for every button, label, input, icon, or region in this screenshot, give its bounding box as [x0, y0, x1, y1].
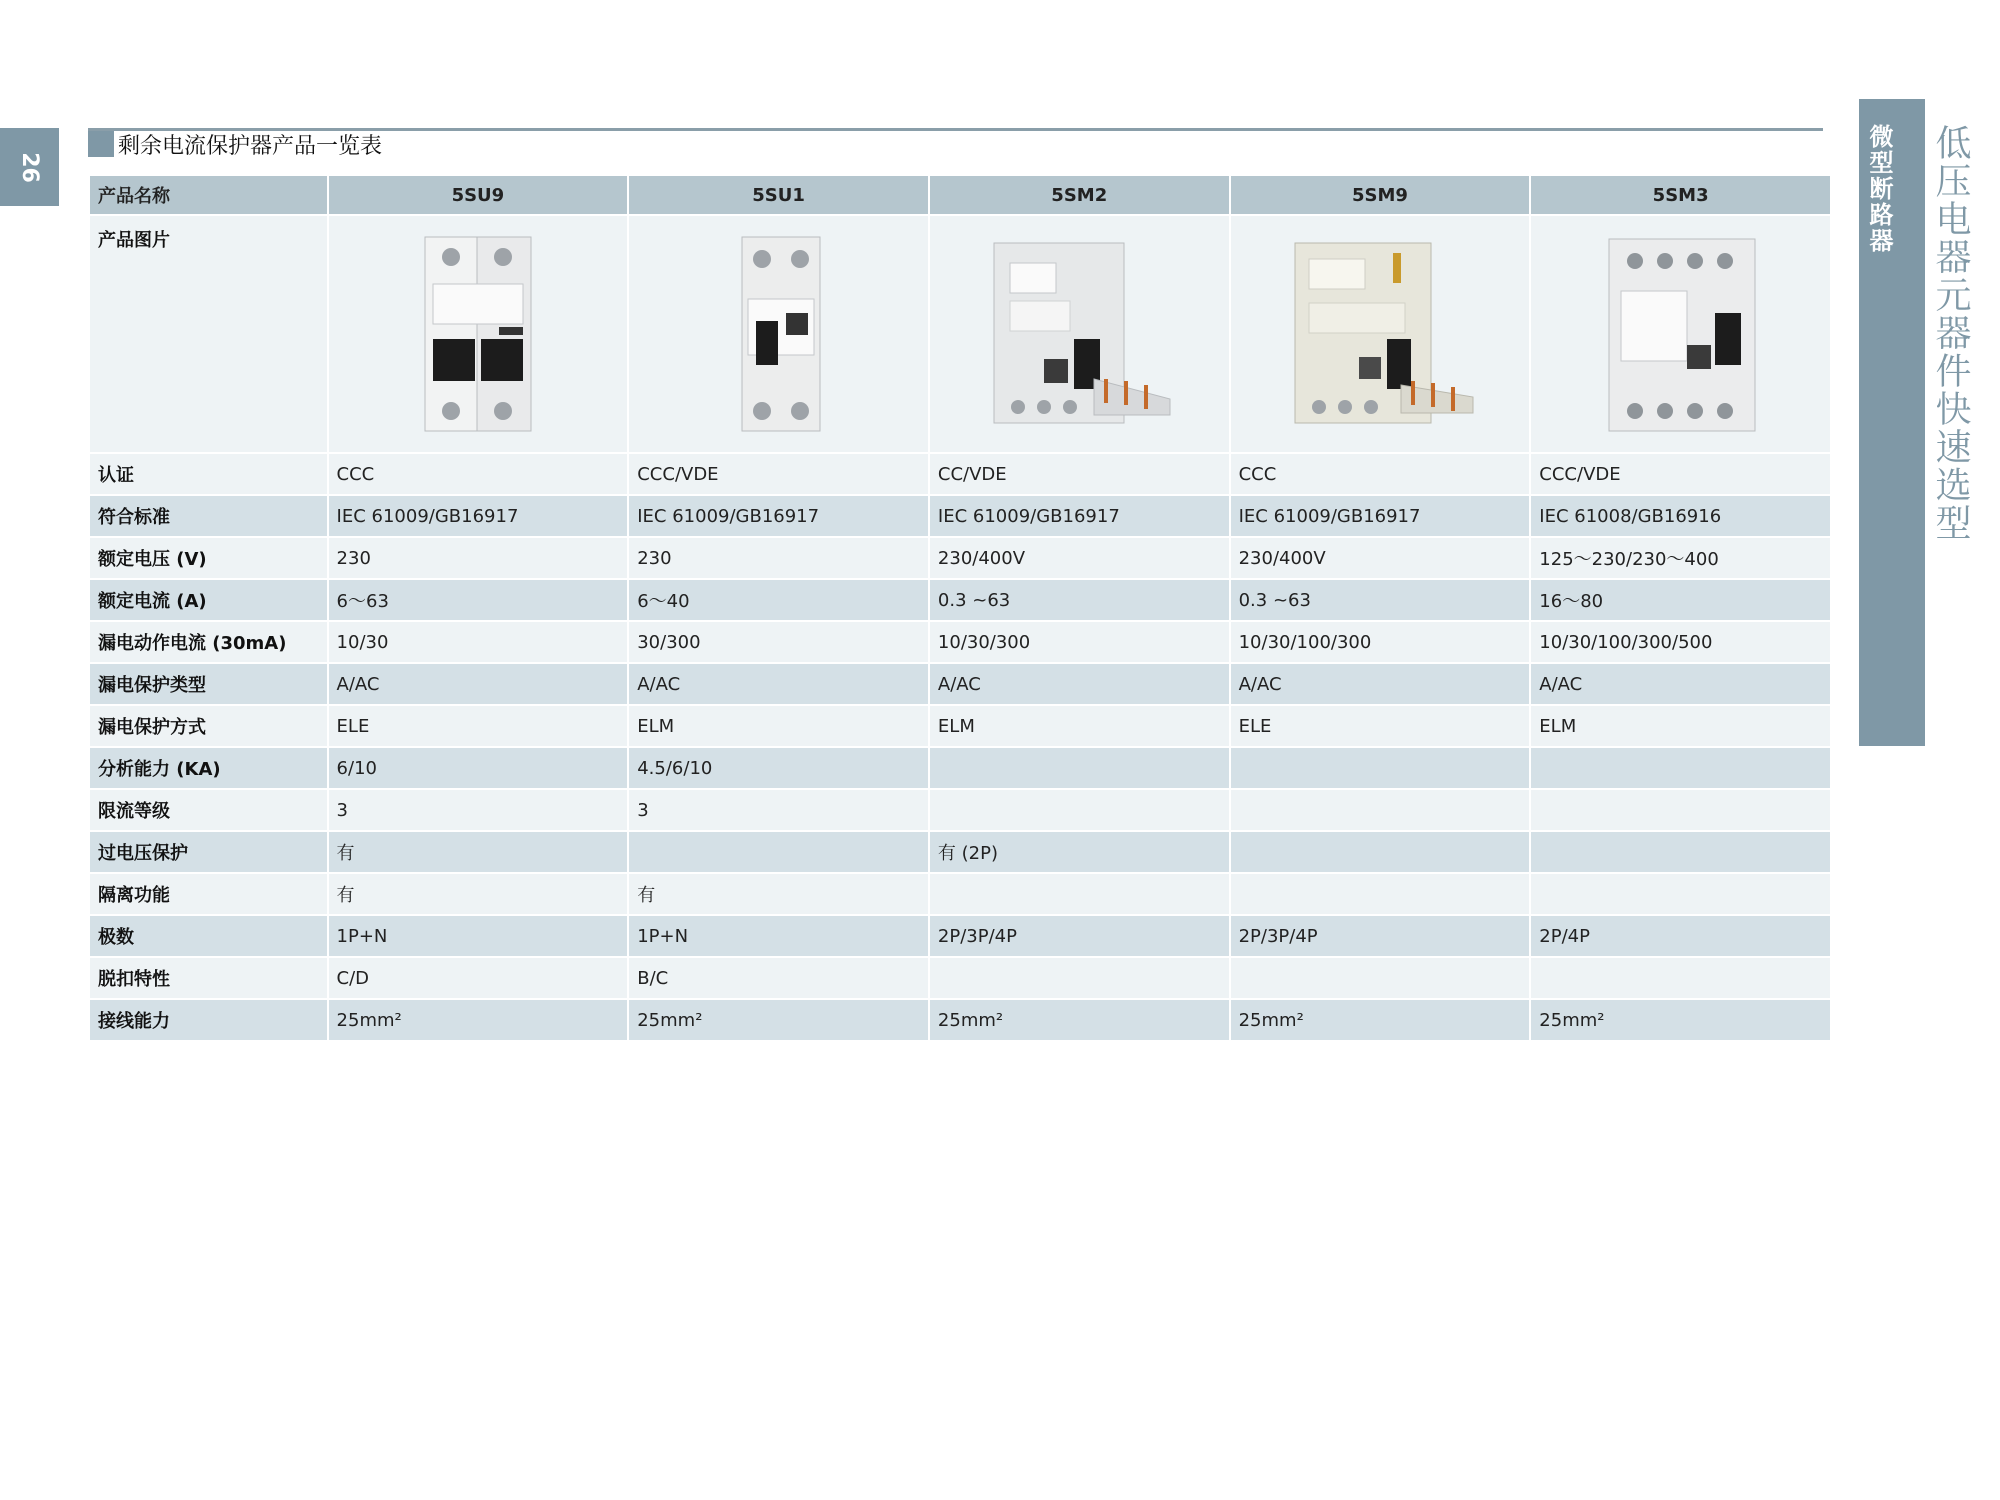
cell-5su9: CCC	[329, 454, 628, 496]
cell-5sm3: 2P/4P	[1531, 916, 1830, 958]
cell-5sm9: ELE	[1231, 706, 1530, 748]
image-cell-5su9	[329, 216, 628, 454]
cell-5sm2	[930, 790, 1229, 832]
cell-5sm2: ELM	[930, 706, 1229, 748]
table-row	[90, 832, 1830, 874]
row-label: 接线能力	[90, 1000, 327, 1042]
cell-5sm2: 25mm²	[930, 1000, 1229, 1042]
cell-5sm3: A/AC	[1531, 664, 1830, 706]
cell-5sm9: IEC 61009/GB16917	[1231, 496, 1530, 538]
cell-5sm3: 16～80	[1531, 580, 1830, 622]
model-5sm2: 5SM2	[930, 176, 1229, 216]
cell-5sm9: 25mm²	[1231, 1000, 1530, 1042]
page-title: 剩余电流保护器产品一览表	[118, 133, 383, 159]
cell-5sm3: CCC/VDE	[1531, 454, 1830, 496]
cell-5su1: 4.5/6/10	[629, 748, 928, 790]
model-5sm3: 5SM3	[1531, 176, 1830, 216]
cell-5sm3: 25mm²	[1531, 1000, 1830, 1042]
model-5su1: 5SU1	[629, 176, 928, 216]
header-label: 产品名称	[90, 176, 327, 216]
row-label: 漏电动作电流 (30mA)	[90, 622, 327, 664]
cell-5sm9: 230/400V	[1231, 538, 1530, 580]
cell-5sm2: 0.3 ~63	[930, 580, 1229, 622]
image-row-label: 产品图片	[90, 216, 327, 454]
cell-5sm3: ELM	[1531, 706, 1830, 748]
cell-5su9: A/AC	[329, 664, 628, 706]
cell-5sm2	[930, 874, 1229, 916]
section-heading	[88, 130, 382, 158]
product-5sm2-image	[974, 229, 1184, 439]
cell-5su1: 6～40	[629, 580, 928, 622]
product-comparison-table	[88, 176, 1832, 1042]
image-cell-5su1	[629, 216, 928, 454]
table-row	[90, 748, 1830, 790]
row-label: 漏电保护类型	[90, 664, 327, 706]
table-row	[90, 874, 1830, 916]
heading-marker	[88, 131, 114, 157]
cell-5su9: IEC 61009/GB16917	[329, 496, 628, 538]
product-5su1-image	[704, 229, 854, 439]
cell-5sm2: A/AC	[930, 664, 1229, 706]
cell-5sm3	[1531, 748, 1830, 790]
product-5sm3-image	[1591, 229, 1771, 439]
side-section-label: 微型断路器	[1865, 124, 1893, 254]
table-row	[90, 958, 1830, 1000]
cell-5sm9: 2P/3P/4P	[1231, 916, 1530, 958]
cell-5su1: A/AC	[629, 664, 928, 706]
cell-5sm2: IEC 61009/GB16917	[930, 496, 1229, 538]
image-cell-5sm2	[930, 216, 1229, 454]
cell-5sm3	[1531, 790, 1830, 832]
cell-5su9: 6～63	[329, 580, 628, 622]
cell-5su1: 1P+N	[629, 916, 928, 958]
table-row	[90, 538, 1830, 580]
cell-5sm3: 125～230/230～400	[1531, 538, 1830, 580]
cell-5sm3	[1531, 832, 1830, 874]
table-row	[90, 454, 1830, 496]
cell-5su9: 6/10	[329, 748, 628, 790]
table-row	[90, 664, 1830, 706]
cell-5sm9	[1231, 874, 1530, 916]
table-row	[90, 706, 1830, 748]
image-row	[90, 216, 1830, 454]
table-row	[90, 622, 1830, 664]
cell-5sm9	[1231, 790, 1530, 832]
cell-5su9: 1P+N	[329, 916, 628, 958]
cell-5sm2: 10/30/300	[930, 622, 1229, 664]
row-label: 脱扣特性	[90, 958, 327, 1000]
cell-5sm3: IEC 61008/GB16916	[1531, 496, 1830, 538]
cell-5sm2: 有 (2P)	[930, 832, 1229, 874]
cell-5su1: 25mm²	[629, 1000, 928, 1042]
row-label: 过电压保护	[90, 832, 327, 874]
page-number-tab	[0, 128, 59, 206]
cell-5su9: C/D	[329, 958, 628, 1000]
row-label: 漏电保护方式	[90, 706, 327, 748]
cell-5sm9: 0.3 ~63	[1231, 580, 1530, 622]
cell-5su9: 有	[329, 874, 628, 916]
cell-5su9: ELE	[329, 706, 628, 748]
model-5sm9: 5SM9	[1231, 176, 1530, 216]
cell-5su9: 10/30	[329, 622, 628, 664]
product-5su9-image	[403, 229, 553, 439]
row-label: 额定电流 (A)	[90, 580, 327, 622]
row-label: 隔离功能	[90, 874, 327, 916]
cell-5su1	[629, 832, 928, 874]
cell-5su1: ELM	[629, 706, 928, 748]
table-row	[90, 496, 1830, 538]
row-label: 认证	[90, 454, 327, 496]
cell-5sm2: CC/VDE	[930, 454, 1229, 496]
image-cell-5sm3	[1531, 216, 1830, 454]
cell-5sm2	[930, 958, 1229, 1000]
cell-5su1: 3	[629, 790, 928, 832]
cell-5su1: CCC/VDE	[629, 454, 928, 496]
product-5sm9-image	[1275, 229, 1485, 439]
cell-5sm2: 2P/3P/4P	[930, 916, 1229, 958]
cell-5su1: B/C	[629, 958, 928, 1000]
cell-5sm3	[1531, 958, 1830, 1000]
cell-5sm2	[930, 748, 1229, 790]
row-label: 分析能力 (KA)	[90, 748, 327, 790]
table-header-row	[90, 176, 1830, 216]
cell-5su1: 30/300	[629, 622, 928, 664]
image-cell-5sm9	[1231, 216, 1530, 454]
cell-5su1: 230	[629, 538, 928, 580]
cell-5su9: 230	[329, 538, 628, 580]
cell-5sm9	[1231, 832, 1530, 874]
cell-5sm9: 10/30/100/300	[1231, 622, 1530, 664]
table-row	[90, 916, 1830, 958]
cell-5su9: 有	[329, 832, 628, 874]
model-5su9: 5SU9	[329, 176, 628, 216]
cell-5sm9	[1231, 748, 1530, 790]
row-label: 符合标准	[90, 496, 327, 538]
cell-5su9: 25mm²	[329, 1000, 628, 1042]
page-number: 26	[17, 151, 42, 183]
table-row	[90, 580, 1830, 622]
cell-5su9: 3	[329, 790, 628, 832]
cell-5sm9: A/AC	[1231, 664, 1530, 706]
cell-5sm3	[1531, 874, 1830, 916]
table-row	[90, 790, 1830, 832]
row-label: 额定电压 (V)	[90, 538, 327, 580]
cell-5sm9	[1231, 958, 1530, 1000]
side-chapter-title: 低压电器元器件快速选型	[1930, 124, 1971, 542]
cell-5su1: IEC 61009/GB16917	[629, 496, 928, 538]
cell-5sm3: 10/30/100/300/500	[1531, 622, 1830, 664]
table-row	[90, 1000, 1830, 1042]
cell-5sm9: CCC	[1231, 454, 1530, 496]
row-label: 极数	[90, 916, 327, 958]
cell-5sm2: 230/400V	[930, 538, 1229, 580]
cell-5su1: 有	[629, 874, 928, 916]
row-label: 限流等级	[90, 790, 327, 832]
